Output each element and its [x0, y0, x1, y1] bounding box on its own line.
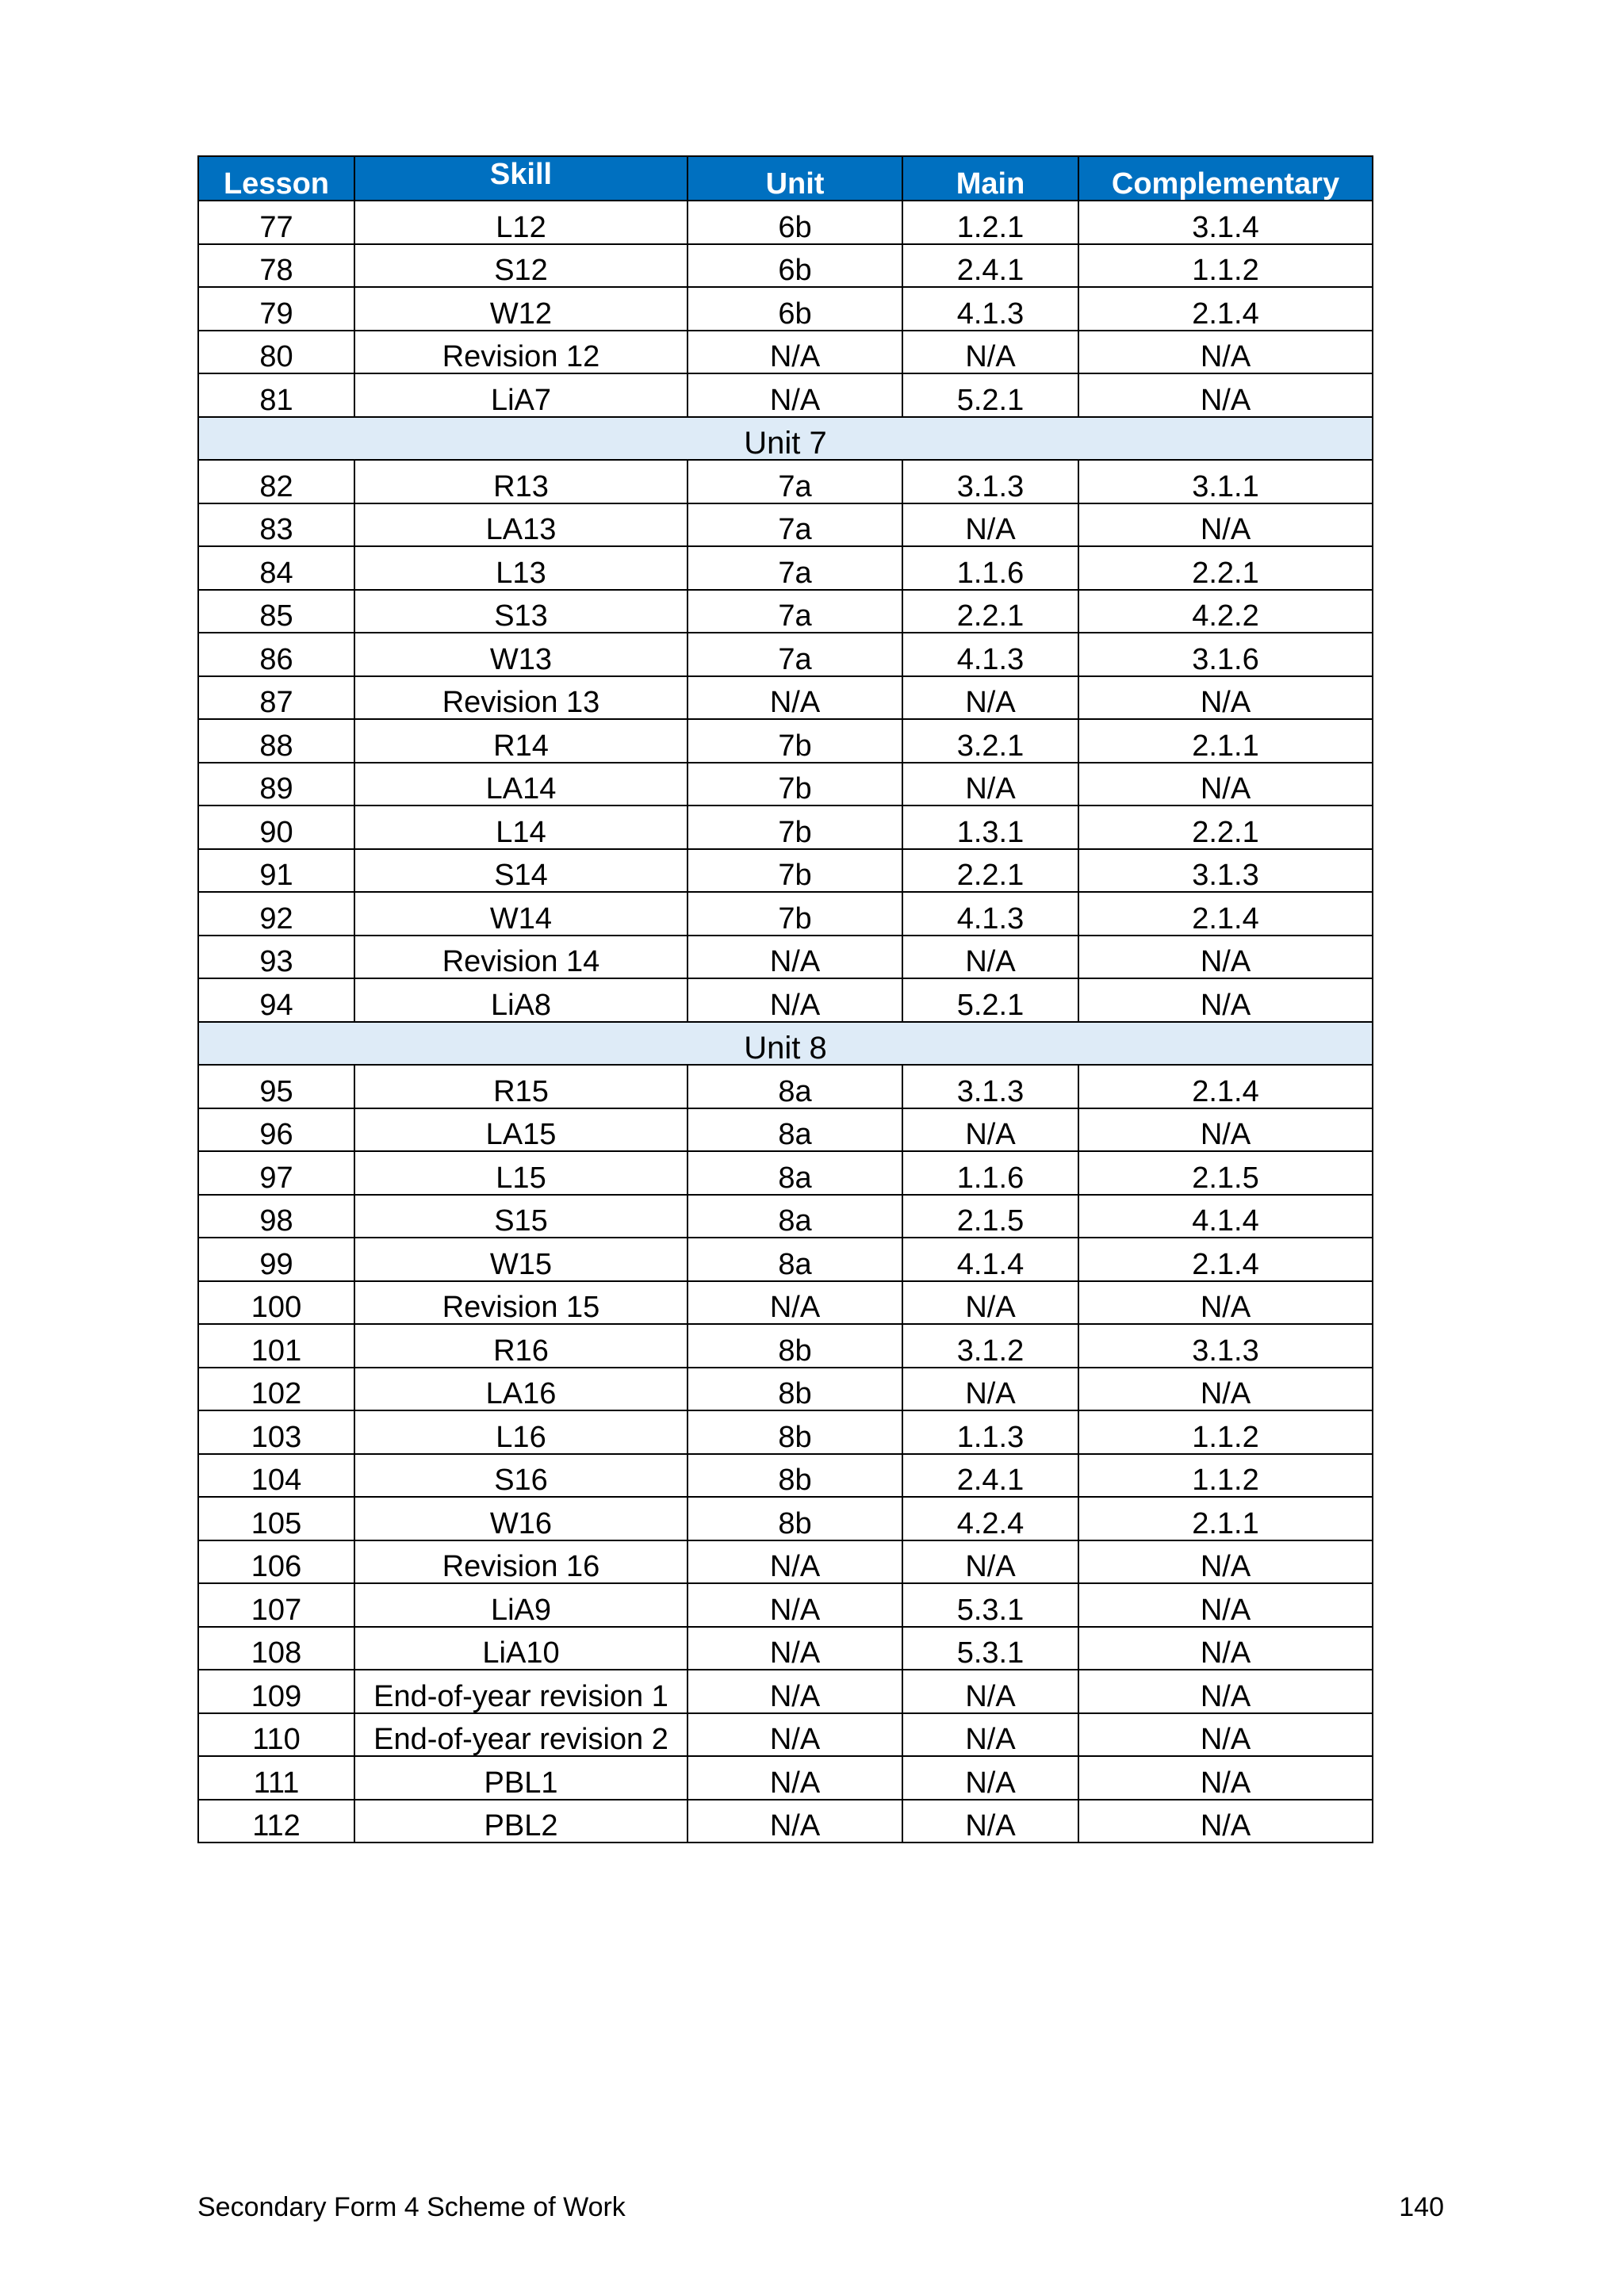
cell-lesson: 97 — [198, 1151, 354, 1195]
cell-unit: 8a — [688, 1108, 902, 1152]
cell-unit: N/A — [688, 1756, 902, 1800]
cell-skill: LA15 — [354, 1108, 688, 1152]
table-row — [198, 1368, 1373, 1411]
cell-main: 4.1.3 — [902, 287, 1078, 331]
cell-complementary: 3.1.3 — [1078, 1324, 1373, 1368]
table-row — [198, 1410, 1373, 1454]
cell-main: N/A — [902, 1368, 1078, 1411]
cell-unit: N/A — [688, 1670, 902, 1713]
unit-section-label: Unit 7 — [198, 417, 1373, 461]
cell-unit: N/A — [688, 936, 902, 979]
table-row — [198, 763, 1373, 806]
cell-unit: 8a — [688, 1151, 902, 1195]
cell-main: 5.3.1 — [902, 1583, 1078, 1627]
cell-lesson: 111 — [198, 1756, 354, 1800]
cell-skill: W12 — [354, 287, 688, 331]
cell-main: N/A — [902, 763, 1078, 806]
cell-unit: N/A — [688, 1281, 902, 1325]
cell-complementary: 2.1.4 — [1078, 1238, 1373, 1281]
cell-lesson: 92 — [198, 892, 354, 936]
table-row — [198, 806, 1373, 849]
cell-unit: N/A — [688, 1583, 902, 1627]
cell-lesson: 91 — [198, 849, 354, 893]
cell-main: 3.1.3 — [902, 1065, 1078, 1108]
cell-main: 2.4.1 — [902, 244, 1078, 288]
cell-skill: W13 — [354, 633, 688, 676]
cell-complementary: 2.1.1 — [1078, 719, 1373, 763]
cell-unit: 8a — [688, 1238, 902, 1281]
cell-complementary: 2.1.1 — [1078, 1497, 1373, 1540]
cell-skill: W14 — [354, 892, 688, 936]
cell-unit: N/A — [688, 373, 902, 417]
cell-lesson: 78 — [198, 244, 354, 288]
cell-unit: 7a — [688, 590, 902, 633]
cell-skill: S13 — [354, 590, 688, 633]
cell-skill: Revision 12 — [354, 331, 688, 374]
table-row — [198, 936, 1373, 979]
table-row — [198, 590, 1373, 633]
cell-lesson: 112 — [198, 1800, 354, 1843]
cell-complementary: 3.1.4 — [1078, 201, 1373, 244]
cell-complementary: 2.1.4 — [1078, 892, 1373, 936]
cell-skill: LiA8 — [354, 978, 688, 1022]
cell-main: N/A — [902, 936, 1078, 979]
cell-unit: 7a — [688, 503, 902, 547]
cell-skill: End-of-year revision 1 — [354, 1670, 688, 1713]
cell-complementary: N/A — [1078, 763, 1373, 806]
cell-skill: W16 — [354, 1497, 688, 1540]
cell-main: 3.1.2 — [902, 1324, 1078, 1368]
cell-main: 1.2.1 — [902, 201, 1078, 244]
cell-skill: LiA7 — [354, 373, 688, 417]
cell-lesson: 106 — [198, 1540, 354, 1584]
cell-lesson: 95 — [198, 1065, 354, 1108]
cell-complementary: N/A — [1078, 1800, 1373, 1843]
cell-unit: 7b — [688, 719, 902, 763]
cell-complementary: 2.2.1 — [1078, 546, 1373, 590]
cell-lesson: 109 — [198, 1670, 354, 1713]
cell-lesson: 79 — [198, 287, 354, 331]
cell-lesson: 83 — [198, 503, 354, 547]
table-row — [198, 503, 1373, 547]
table-row — [198, 201, 1373, 244]
cell-complementary: N/A — [1078, 936, 1373, 979]
cell-complementary: 4.1.4 — [1078, 1195, 1373, 1238]
cell-main: 4.2.4 — [902, 1497, 1078, 1540]
table-row — [198, 1583, 1373, 1627]
header-main: Main — [902, 156, 1078, 201]
cell-complementary: 4.2.2 — [1078, 590, 1373, 633]
cell-unit: 6b — [688, 287, 902, 331]
cell-complementary: 2.1.4 — [1078, 287, 1373, 331]
unit-section-label: Unit 8 — [198, 1022, 1373, 1066]
cell-complementary: 2.2.1 — [1078, 806, 1373, 849]
cell-lesson: 84 — [198, 546, 354, 590]
cell-unit: 7a — [688, 546, 902, 590]
cell-skill: R16 — [354, 1324, 688, 1368]
cell-main: 1.1.3 — [902, 1410, 1078, 1454]
cell-unit: 8b — [688, 1497, 902, 1540]
cell-main: N/A — [902, 1713, 1078, 1757]
header-complementary: Complementary — [1078, 156, 1373, 201]
cell-unit: N/A — [688, 1800, 902, 1843]
cell-lesson: 85 — [198, 590, 354, 633]
cell-main: N/A — [902, 1540, 1078, 1584]
cell-lesson: 107 — [198, 1583, 354, 1627]
cell-skill: R15 — [354, 1065, 688, 1108]
cell-unit: 6b — [688, 244, 902, 288]
cell-main: N/A — [902, 1670, 1078, 1713]
header-skill: Skill — [354, 156, 688, 201]
cell-main: N/A — [902, 1756, 1078, 1800]
cell-skill: S14 — [354, 849, 688, 893]
cell-main: 3.1.3 — [902, 460, 1078, 503]
table-row — [198, 244, 1373, 288]
cell-unit: 8b — [688, 1368, 902, 1411]
table-row — [198, 460, 1373, 503]
cell-lesson: 98 — [198, 1195, 354, 1238]
cell-main: 3.2.1 — [902, 719, 1078, 763]
cell-complementary: N/A — [1078, 1627, 1373, 1670]
cell-unit: 7b — [688, 892, 902, 936]
cell-lesson: 108 — [198, 1627, 354, 1670]
cell-lesson: 100 — [198, 1281, 354, 1325]
cell-skill: Revision 14 — [354, 936, 688, 979]
cell-main: 4.1.4 — [902, 1238, 1078, 1281]
cell-unit: 8b — [688, 1410, 902, 1454]
cell-complementary: 1.1.2 — [1078, 1410, 1373, 1454]
unit-section-row — [198, 1022, 1373, 1066]
cell-lesson: 77 — [198, 201, 354, 244]
cell-lesson: 96 — [198, 1108, 354, 1152]
table-row — [198, 1238, 1373, 1281]
table-header-row — [198, 156, 1373, 201]
cell-skill: LiA10 — [354, 1627, 688, 1670]
cell-skill: PBL1 — [354, 1756, 688, 1800]
cell-unit: N/A — [688, 331, 902, 374]
unit-section-row — [198, 417, 1373, 461]
cell-complementary: 3.1.6 — [1078, 633, 1373, 676]
cell-unit: 7a — [688, 633, 902, 676]
cell-unit: 7a — [688, 460, 902, 503]
table-row — [198, 633, 1373, 676]
cell-main: 1.1.6 — [902, 1151, 1078, 1195]
table-row — [198, 1281, 1373, 1325]
cell-complementary: N/A — [1078, 676, 1373, 720]
cell-lesson: 81 — [198, 373, 354, 417]
table-row — [198, 892, 1373, 936]
cell-skill: S15 — [354, 1195, 688, 1238]
table-row — [198, 1540, 1373, 1584]
table-row — [198, 1454, 1373, 1498]
cell-lesson: 90 — [198, 806, 354, 849]
cell-complementary: N/A — [1078, 1368, 1373, 1411]
cell-main: 1.3.1 — [902, 806, 1078, 849]
cell-skill: Revision 13 — [354, 676, 688, 720]
table-row — [198, 1670, 1373, 1713]
cell-lesson: 110 — [198, 1713, 354, 1757]
cell-lesson: 80 — [198, 331, 354, 374]
cell-skill: W15 — [354, 1238, 688, 1281]
cell-main: N/A — [902, 331, 1078, 374]
table-row — [198, 1195, 1373, 1238]
cell-unit: N/A — [688, 1627, 902, 1670]
cell-unit: 8b — [688, 1324, 902, 1368]
cell-unit: 8b — [688, 1454, 902, 1498]
cell-skill: S12 — [354, 244, 688, 288]
cell-lesson: 104 — [198, 1454, 354, 1498]
cell-main: 5.3.1 — [902, 1627, 1078, 1670]
table-row — [198, 1065, 1373, 1108]
cell-complementary: N/A — [1078, 1583, 1373, 1627]
cell-unit: 8a — [688, 1195, 902, 1238]
cell-main: 2.2.1 — [902, 849, 1078, 893]
cell-main: N/A — [902, 1281, 1078, 1325]
table-row — [198, 1324, 1373, 1368]
cell-lesson: 93 — [198, 936, 354, 979]
cell-unit: N/A — [688, 1540, 902, 1584]
cell-main: N/A — [902, 503, 1078, 547]
cell-lesson: 101 — [198, 1324, 354, 1368]
footer-document-title: Secondary Form 4 Scheme of Work — [197, 2192, 626, 2222]
cell-main: 5.2.1 — [902, 978, 1078, 1022]
cell-skill: PBL2 — [354, 1800, 688, 1843]
cell-skill: Revision 15 — [354, 1281, 688, 1325]
cell-unit: N/A — [688, 978, 902, 1022]
cell-lesson: 88 — [198, 719, 354, 763]
cell-lesson: 102 — [198, 1368, 354, 1411]
cell-unit: 6b — [688, 201, 902, 244]
cell-lesson: 103 — [198, 1410, 354, 1454]
cell-main: 2.2.1 — [902, 590, 1078, 633]
table-row — [198, 1800, 1373, 1843]
cell-complementary: N/A — [1078, 978, 1373, 1022]
cell-complementary: 1.1.2 — [1078, 1454, 1373, 1498]
cell-skill: L12 — [354, 201, 688, 244]
table-row — [198, 1108, 1373, 1152]
scheme-of-work-table — [197, 155, 1373, 1843]
header-unit: Unit — [688, 156, 902, 201]
cell-lesson: 82 — [198, 460, 354, 503]
cell-skill: L14 — [354, 806, 688, 849]
cell-lesson: 94 — [198, 978, 354, 1022]
cell-complementary: 3.1.1 — [1078, 460, 1373, 503]
cell-unit: N/A — [688, 676, 902, 720]
cell-lesson: 99 — [198, 1238, 354, 1281]
cell-main: 2.4.1 — [902, 1454, 1078, 1498]
cell-complementary: N/A — [1078, 503, 1373, 547]
table-row — [198, 1497, 1373, 1540]
cell-main: N/A — [902, 1800, 1078, 1843]
cell-main: 5.2.1 — [902, 373, 1078, 417]
table-row — [198, 1756, 1373, 1800]
cell-complementary: N/A — [1078, 1540, 1373, 1584]
cell-skill: R14 — [354, 719, 688, 763]
cell-skill: Revision 16 — [354, 1540, 688, 1584]
cell-main: 1.1.6 — [902, 546, 1078, 590]
table-body — [198, 201, 1373, 1843]
cell-main: 4.1.3 — [902, 633, 1078, 676]
cell-skill: LA13 — [354, 503, 688, 547]
cell-main: 2.1.5 — [902, 1195, 1078, 1238]
cell-skill: LiA9 — [354, 1583, 688, 1627]
table-row — [198, 287, 1373, 331]
table-row — [198, 331, 1373, 374]
table-row — [198, 978, 1373, 1022]
cell-complementary: N/A — [1078, 1281, 1373, 1325]
table-row — [198, 719, 1373, 763]
cell-complementary: N/A — [1078, 1670, 1373, 1713]
cell-unit: 7b — [688, 806, 902, 849]
table-row — [198, 1713, 1373, 1757]
cell-complementary: 2.1.5 — [1078, 1151, 1373, 1195]
cell-skill: LA14 — [354, 763, 688, 806]
cell-complementary: N/A — [1078, 1713, 1373, 1757]
cell-complementary: 1.1.2 — [1078, 244, 1373, 288]
cell-main: 4.1.3 — [902, 892, 1078, 936]
cell-main: N/A — [902, 676, 1078, 720]
cell-skill: LA16 — [354, 1368, 688, 1411]
cell-skill: L15 — [354, 1151, 688, 1195]
cell-skill: S16 — [354, 1454, 688, 1498]
cell-skill: R13 — [354, 460, 688, 503]
table-row — [198, 373, 1373, 417]
cell-complementary: 3.1.3 — [1078, 849, 1373, 893]
cell-lesson: 86 — [198, 633, 354, 676]
cell-complementary: N/A — [1078, 331, 1373, 374]
cell-skill: End-of-year revision 2 — [354, 1713, 688, 1757]
table-row — [198, 676, 1373, 720]
cell-complementary: 2.1.4 — [1078, 1065, 1373, 1108]
cell-complementary: N/A — [1078, 1756, 1373, 1800]
cell-unit: 7b — [688, 849, 902, 893]
table-row — [198, 849, 1373, 893]
cell-lesson: 105 — [198, 1497, 354, 1540]
footer-page-number: 140 — [1399, 2192, 1444, 2222]
cell-unit: N/A — [688, 1713, 902, 1757]
cell-lesson: 87 — [198, 676, 354, 720]
cell-main: N/A — [902, 1108, 1078, 1152]
cell-complementary: N/A — [1078, 1108, 1373, 1152]
cell-lesson: 89 — [198, 763, 354, 806]
cell-unit: 7b — [688, 763, 902, 806]
header-lesson: Lesson — [198, 156, 354, 201]
cell-skill: L13 — [354, 546, 688, 590]
table-row — [198, 1627, 1373, 1670]
table-row — [198, 1151, 1373, 1195]
cell-complementary: N/A — [1078, 373, 1373, 417]
cell-skill: L16 — [354, 1410, 688, 1454]
cell-unit: 8a — [688, 1065, 902, 1108]
table-row — [198, 546, 1373, 590]
